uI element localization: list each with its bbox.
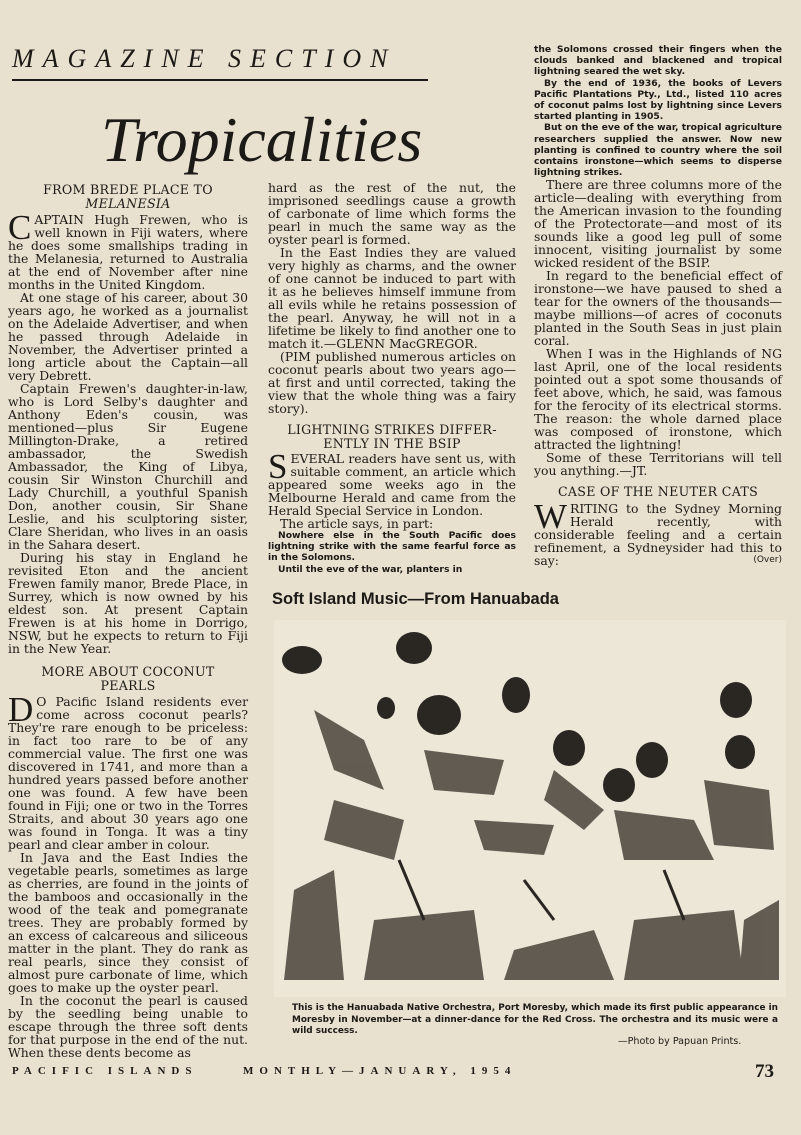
article-paragraph: When I was in the Highlands of NG last April, one of the local residents pointed out a spot some thousands of feet above, which, he said, was famous for the ferocity of its electrical storms. The reason: the whole darned place was composed of ironstone, which attracted the lightning! xyxy=(534,346,782,453)
quote-paragraph: the Solomons crossed their fingers when the clouds banked and blackened and tropical lightning seared the wet sky. xyxy=(534,44,782,78)
drop-cap: C xyxy=(8,208,32,247)
article-paragraph: Captain Frewen's daughter-in-law, who is Lord Selby's daughter and Anthony Eden's cousin, was mentioned—plus Sir Eugene Millington-Drake, a retired ambassador, the Swedish Ambassador, the King of Libya, cousin Sir Winston Churchill and Lady Churchill, a youthful Spanish Don, another cousin, Sir Shane Leslie, and his sculptoring sister, Clare Sheridan, who lives in an oasis in the Sahara desert. xyxy=(8,381,248,552)
article-paragraph: There are three columns more of the article—dealing with everything from the American invasion to the founding of the Protectorate—and most of its sounds like a good leg pull of some innocent, visiting journalist by some wicked resident of the BSIP. xyxy=(534,177,782,271)
article-paragraph: In regard to the beneficial effect of ironstone—we have paused to shed a tear for the owners of the thousands—maybe millions—of acres of coconuts planted in the South Seas in just plain coral. xyxy=(534,268,782,349)
heading-brede-place: FROM BREDE PLACE TO MELANESIA xyxy=(43,182,213,211)
photo-caption: This is the Hanuabada Native Orchestra, Port Moresby, which made its first public appearance in Moresby in November—at a dinner-dance for the Red Cross. The orchestra and its music were a wild success. xyxy=(292,1003,778,1037)
heading-neuter-cats: CASE OF THE NEUTER CATS xyxy=(557,484,759,500)
article-paragraph: Some of these Territorians will tell you anything.—JT. xyxy=(534,450,782,479)
section-title: MAGAZINE SECTION xyxy=(12,44,397,73)
article-paragraph: (PIM published numerous articles on coconut pearls about two years ago—at first and until corrected, taking the view that the whole thing was a fairy story). xyxy=(268,349,516,416)
photo-credit: —Photo by Papuan Prints. xyxy=(618,1036,742,1047)
masthead-text: Tropicalities xyxy=(101,104,423,175)
drop-cap: S xyxy=(268,447,288,486)
quote-paragraph: By the end of 1936, the books of Levers Pacific Plantations Pty., Ltd., listed 110 acres of coconut palms lost by lightning since Levers started planting in 1905. xyxy=(534,77,782,123)
tropicalities-masthead xyxy=(95,95,435,180)
heading-lightning: LIGHTNING STRIKES DIFFER- ENTLY IN THE BSIP xyxy=(287,422,497,451)
article-paragraph: In the coconut the pearl is caused by the seedling being unable to escape through the three soft dents for that purpose in the end of the nut. When these dents become as xyxy=(8,993,248,1060)
quoted-excerpt xyxy=(534,44,782,178)
article-paragraph: D O Pacific Island residents ever come across coconut pearls? They're rare enough to be priceless: in fact too rare to be of any commercial value. The first one was discovered in 1741, and more than a hundred years passed before another one was found. A few have been found in Fiji; one or two in the Torres Straits, and about 30 years ago one was found in Tonga. It was a tiny pearl and clear amber in colour. xyxy=(8,690,248,852)
quote-paragraph: But on the eve of the war, tropical agriculture researchers supplied the answer. Now new planting is confined to country where the soil contains ironstone—which seems to disperse lightning strikes. xyxy=(534,122,782,179)
orchestra-photo xyxy=(274,620,786,997)
drop-cap: W xyxy=(534,496,568,536)
article-paragraph: At one stage of his career, about 30 years ago, he worked as a journalist on the Adelaide Advertiser, and when he passed through Adelaide in November, the Advertiser printed a long article about the Captain—all very Debrett. xyxy=(8,290,248,383)
article-paragraph: The article says, in part: xyxy=(280,516,434,531)
article-paragraph: During his stay in England he revisited Eton and the ancient Frewen family manor, Brede Place, in Surrey, which is now owned by his eldest son. At present Captain Frewen is at his home in Dorrigo, NSW, but he expects to return to Fiji in the New Year. xyxy=(8,550,248,656)
quote-paragraph: Until the eve of the war, planters in xyxy=(278,563,463,575)
page-number: 73 xyxy=(755,1061,774,1082)
quoted-excerpt xyxy=(268,530,516,575)
article-paragraph: In Java and the East Indies the vegetable pearls, sometimes as large as cherries, are found in the joints of the bamboos and occasionally in the wood of the teak and pomegranate trees. They are probably formed by an excess of calcareous and siliceous matter in the plant. They do rank as real pearls, since they consist of almost pure carbonate of lime, which goes to make up the oyster pearl. xyxy=(8,850,248,995)
footer-issue: MONTHLY—JANUARY, 1954 xyxy=(243,1065,517,1077)
article-paragraph: hard as the rest of the nut, the imprisoned seedlings cause a growth of carbonate of lime which forms the pearl in much the same way as the oyster pearl is formed. xyxy=(268,180,516,247)
over-marker: (Over) xyxy=(753,554,782,565)
article-paragraph: SEVERAL readers have sent us, with suitable comment, an article which appeared some weeks ago in the Melbourne Herald and came from the Herald Special Service in London. xyxy=(268,447,516,518)
article-paragraph: WRITING to the Sydney Morning Herald recently, with considerable feeling and a certain refinement, a Sydneysider had this to say: (Over) xyxy=(534,496,782,568)
heading-coconut-pearls: MORE ABOUT COCONUT PEARLS xyxy=(41,664,215,693)
article-paragraph: In the East Indies they are valued very highly as charms, and the owner of one cannot be induced to part with it as he believes himself immune from all evils while he retains possession of the pearl. Anyway, he will not in a lifetime be likely to find another one to match it.—GLENN MacGREGOR. xyxy=(268,245,516,351)
column-2 xyxy=(268,181,516,575)
quote-paragraph: Nowhere else in the South Pacific does lightning strike with the same fearful force as in the Solomons. xyxy=(268,530,516,564)
column-1 xyxy=(8,183,248,1059)
column-3 xyxy=(534,44,782,567)
article-paragraph: CAPTAIN Hugh Frewen, who is well known in Fiji waters, where he does some smallships trading in the Melanesia, returned to Australia at the end of November after nine months in the United Kingdom. xyxy=(8,208,248,292)
title-rule xyxy=(12,79,428,81)
footer-publication: PACIFIC ISLANDS xyxy=(12,1065,198,1077)
drop-cap: D xyxy=(8,690,34,729)
photo-title: Soft Island Music—From Hanuabada xyxy=(272,590,559,608)
